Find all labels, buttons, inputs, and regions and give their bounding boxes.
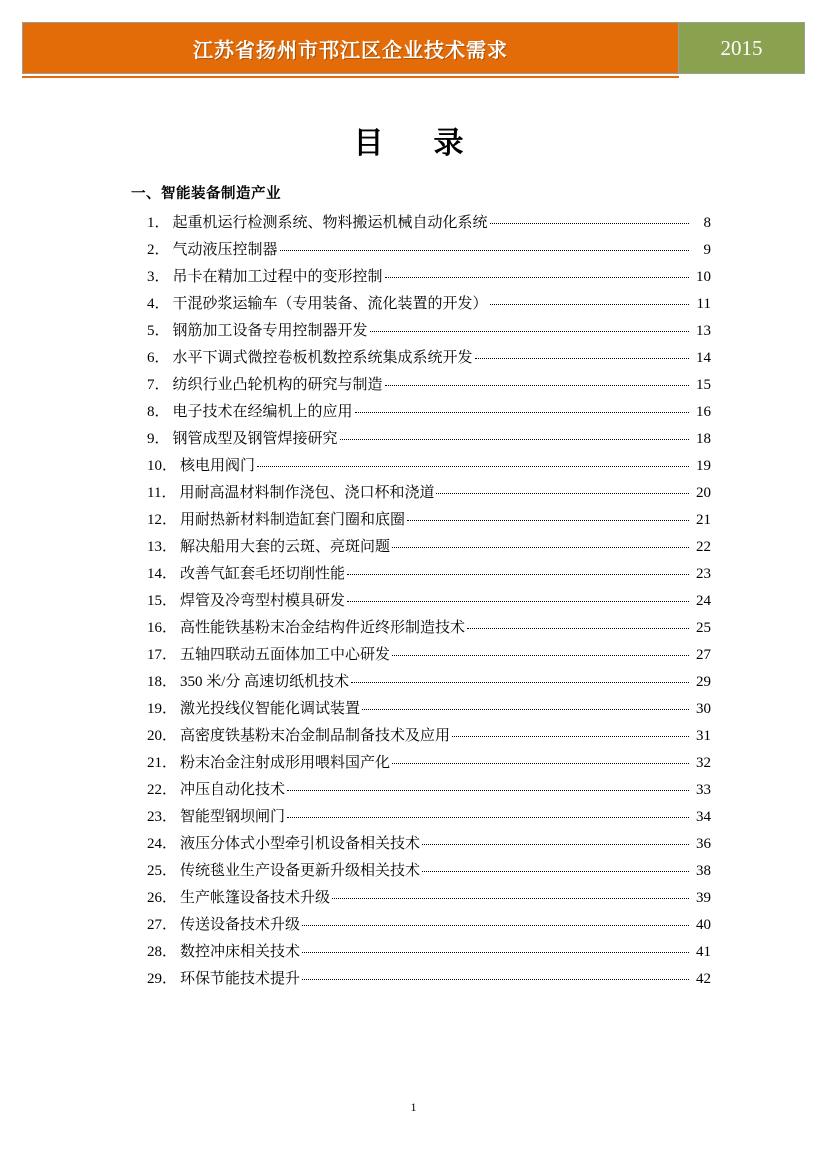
toc-leader-dots [422, 858, 689, 872]
toc-entry[interactable] [131, 426, 711, 453]
toc-entry-title: 电子技术在经编机上的应用 [172, 404, 353, 420]
toc-leader-dots [302, 966, 689, 980]
toc-entry[interactable] [131, 318, 711, 345]
toc-entry-page: 33 [696, 782, 711, 798]
toc-entry-title: 干混砂浆运输车（专用装备、流化装置的开发） [172, 296, 488, 312]
toc-entry-title: 传统毯业生产设备更新升级相关技术 [180, 863, 421, 879]
toc-entry-number: 21． [147, 755, 178, 771]
toc-entry-page: 24 [696, 593, 711, 609]
toc-entry-title: 焊管及冷弯型村模具研发 [180, 593, 346, 609]
toc-entry[interactable] [131, 264, 711, 291]
toc-entry-number: 26． [147, 890, 178, 906]
toc-entry-page: 25 [696, 620, 711, 636]
toc-entry-page: 34 [696, 809, 711, 825]
toc-entry[interactable] [131, 723, 711, 750]
toc-leader-dots [332, 885, 689, 899]
toc-entry-title: 钢管成型及钢管焊接研究 [172, 431, 338, 447]
toc-leader-dots [302, 939, 689, 953]
toc-entry-page: 40 [696, 917, 711, 933]
toc-entry[interactable] [131, 372, 711, 399]
toc-entry-title: 纺织行业凸轮机构的研究与制造 [172, 377, 383, 393]
toc-entry-title: 高性能铁基粉末冶金结构件近终形制造技术 [180, 620, 466, 636]
toc-entry-title: 用耐高温材料制作浇包、浇口杯和浇道 [179, 485, 435, 501]
toc-entry-page: 11 [696, 296, 711, 312]
toc-entry-page: 16 [696, 404, 711, 420]
toc-entry-page: 32 [696, 755, 711, 771]
toc-entry[interactable] [131, 939, 711, 966]
toc-entry-page: 42 [696, 971, 711, 987]
toc-entry[interactable] [131, 480, 711, 507]
toc-entry-number: 11． [147, 485, 177, 501]
toc-entry-title: 激光投线仪智能化调试装置 [180, 701, 361, 717]
toc-entry-page: 27 [696, 647, 711, 663]
toc-leader-dots [362, 696, 689, 710]
toc-entry-number: 27． [147, 917, 178, 933]
toc-entry[interactable] [131, 642, 711, 669]
toc-leader-dots [351, 669, 689, 683]
toc-entry[interactable] [131, 237, 711, 264]
toc-entry-title: 钢筋加工设备专用控制器开发 [172, 323, 368, 339]
toc-entry-page: 22 [696, 539, 711, 555]
table-of-contents [131, 182, 711, 993]
toc-leader-dots [370, 318, 689, 332]
toc-entry-number: 4． [147, 296, 170, 312]
toc-entry-number: 25． [147, 863, 178, 879]
toc-entry-title: 起重机运行检测系统、物料搬运机械自动化系统 [172, 215, 488, 231]
toc-entry[interactable] [131, 453, 711, 480]
toc-leader-dots [392, 642, 689, 656]
toc-entry[interactable] [131, 885, 711, 912]
toc-entry-page: 38 [696, 863, 711, 879]
toc-leader-dots [475, 345, 689, 359]
toc-entry-page: 9 [703, 242, 711, 258]
toc-entry-title: 改善气缸套毛坯切削性能 [180, 566, 346, 582]
toc-leader-dots [302, 912, 689, 926]
toc-entry[interactable] [131, 561, 711, 588]
toc-entry-title: 环保节能技术提升 [180, 971, 301, 987]
toc-leader-dots [287, 777, 689, 791]
toc-entry-title: 解决船用大套的云斑、亮斑问题 [180, 539, 391, 555]
document-year: 2015 [720, 35, 763, 60]
toc-entry-page: 30 [696, 701, 711, 717]
toc-entry-title: 吊卡在精加工过程中的变形控制 [172, 269, 383, 285]
toc-entry[interactable] [131, 858, 711, 885]
toc-entry[interactable] [131, 345, 711, 372]
toc-entry-title: 液压分体式小型牵引机设备相关技术 [180, 836, 421, 852]
header-title-block [22, 22, 679, 74]
toc-entry-title: 高密度铁基粉末冶金制品制备技术及应用 [180, 728, 451, 744]
toc-entry[interactable] [131, 696, 711, 723]
page-number: 1 [410, 1100, 417, 1114]
page-title: 目 录 [353, 127, 474, 160]
toc-leader-dots [392, 750, 689, 764]
header-year-block [679, 22, 805, 74]
toc-entry-page: 36 [696, 836, 711, 852]
toc-entry-number: 20． [147, 728, 178, 744]
toc-leader-dots [385, 264, 689, 278]
toc-leader-dots [490, 210, 689, 224]
toc-entry-page: 8 [703, 215, 711, 231]
toc-entry[interactable] [131, 669, 711, 696]
toc-entry-page: 14 [696, 350, 711, 366]
toc-leader-dots [347, 588, 689, 602]
toc-entry-title: 智能型钢坝闸门 [180, 809, 286, 825]
toc-entry[interactable] [131, 615, 711, 642]
document-title: 江苏省扬州市邗江区企业技术需求 [193, 39, 508, 62]
toc-entry-number: 14． [147, 566, 178, 582]
toc-entry[interactable] [131, 966, 711, 993]
toc-entry-page: 20 [696, 485, 711, 501]
toc-leader-dots [355, 399, 689, 413]
toc-entry-page: 31 [696, 728, 711, 744]
toc-entry-title: 传送设备技术升级 [180, 917, 301, 933]
toc-list [131, 210, 711, 993]
toc-entry-number: 16． [147, 620, 178, 636]
toc-entry-title: 用耐热新材料制造缸套门圈和底圈 [180, 512, 406, 528]
toc-entry-page: 29 [696, 674, 711, 690]
toc-leader-dots [347, 561, 689, 575]
toc-section-heading: 一、智能装备制造产业 [131, 186, 281, 202]
toc-leader-dots [340, 426, 689, 440]
toc-entry-number: 13． [147, 539, 178, 555]
toc-entry-title: 五轴四联动五面体加工中心研发 [180, 647, 391, 663]
toc-leader-dots [257, 453, 689, 467]
toc-entry-number: 1． [147, 215, 170, 231]
toc-entry-title: 生产帐篷设备技术升级 [180, 890, 331, 906]
toc-entry-title: 数控冲床相关技术 [180, 944, 301, 960]
toc-entry-page: 39 [696, 890, 711, 906]
toc-entry[interactable] [131, 804, 711, 831]
toc-entry[interactable] [131, 507, 711, 534]
toc-leader-dots [385, 372, 689, 386]
toc-entry-page: 10 [696, 269, 711, 285]
toc-entry-number: 19． [147, 701, 178, 717]
toc-entry-page: 13 [696, 323, 711, 339]
toc-entry-page: 18 [696, 431, 711, 447]
toc-entry-number: 9． [147, 431, 170, 447]
toc-leader-dots [490, 291, 689, 305]
toc-entry-number: 2． [147, 242, 170, 258]
toc-entry-title: 核电用阀门 [180, 458, 256, 474]
toc-entry-title: 气动液压控制器 [172, 242, 278, 258]
toc-entry-number: 17． [147, 647, 178, 663]
toc-entry[interactable] [131, 831, 711, 858]
toc-entry-number: 3． [147, 269, 170, 285]
toc-entry-number: 18． [147, 674, 178, 690]
header-banner [22, 22, 805, 74]
toc-entry-page: 21 [696, 512, 711, 528]
toc-entry[interactable] [131, 588, 711, 615]
header-divider [22, 76, 679, 78]
toc-entry-title: 冲压自动化技术 [180, 782, 286, 798]
toc-entry[interactable] [131, 399, 711, 426]
toc-entry-number: 29． [147, 971, 178, 987]
toc-entry[interactable] [131, 291, 711, 318]
toc-entry-number: 6． [147, 350, 170, 366]
toc-entry-number: 8． [147, 404, 170, 420]
toc-leader-dots [422, 831, 689, 845]
toc-entry-page: 23 [696, 566, 711, 582]
toc-entry[interactable] [131, 912, 711, 939]
toc-leader-dots [392, 534, 689, 548]
toc-entry-title: 粉末冶金注射成形用喂料国产化 [180, 755, 391, 771]
toc-entry-number: 15． [147, 593, 178, 609]
toc-entry-number: 23． [147, 809, 178, 825]
toc-entry[interactable] [131, 777, 711, 804]
toc-entry-number: 24． [147, 836, 178, 852]
toc-entry-number: 5． [147, 323, 170, 339]
toc-leader-dots [467, 615, 689, 629]
toc-entry-number: 22． [147, 782, 178, 798]
toc-leader-dots [452, 723, 689, 737]
toc-entry-number: 10． [147, 458, 178, 474]
toc-leader-dots [287, 804, 689, 818]
toc-entry-number: 7． [147, 377, 170, 393]
toc-entry[interactable] [131, 750, 711, 777]
toc-entry-page: 41 [696, 944, 711, 960]
toc-entry-number: 28． [147, 944, 178, 960]
toc-entry[interactable] [131, 534, 711, 561]
toc-entry-number: 12． [147, 512, 178, 528]
toc-entry-page: 15 [696, 377, 711, 393]
toc-entry-page: 19 [696, 458, 711, 474]
toc-leader-dots [280, 237, 689, 251]
toc-leader-dots [407, 507, 689, 521]
toc-entry-title: 350 米/分 高速切纸机技术 [180, 674, 350, 690]
toc-entry[interactable] [131, 210, 711, 237]
toc-leader-dots [436, 480, 689, 494]
toc-entry-title: 水平下调式微控卷板机数控系统集成系统开发 [172, 350, 473, 366]
